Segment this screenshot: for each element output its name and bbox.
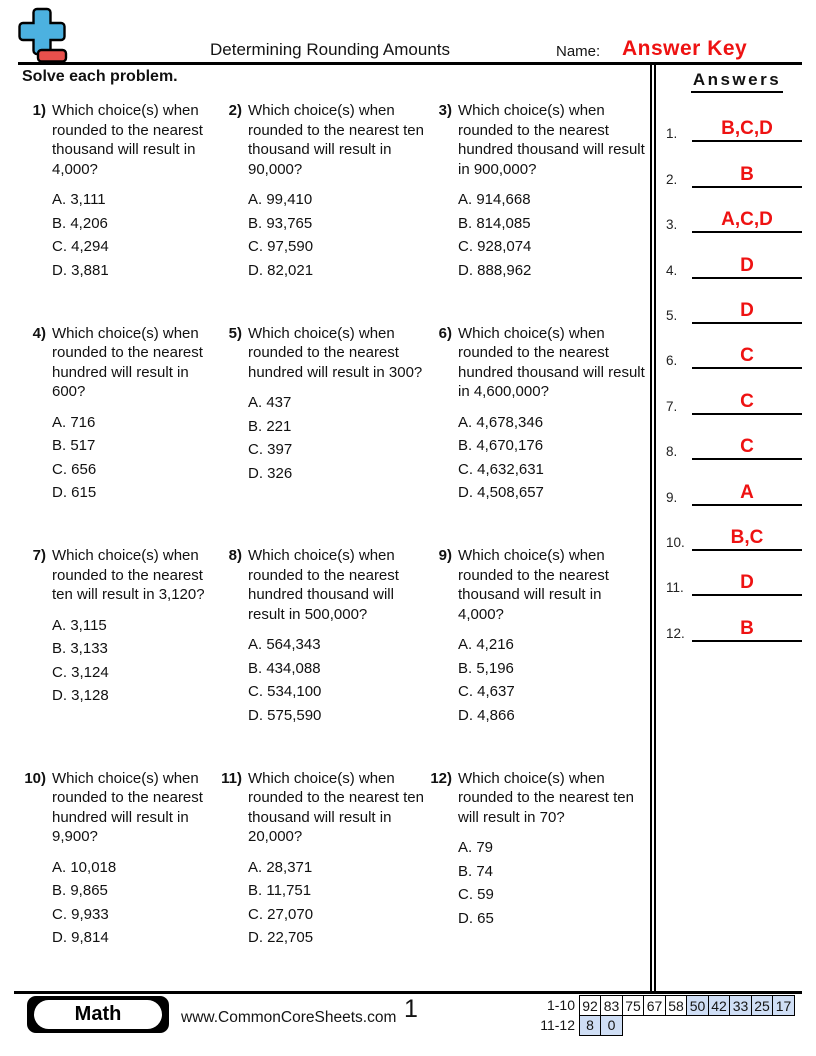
answer-number: 4.: [666, 262, 678, 278]
score-table: [522, 995, 795, 1036]
problem-body: [458, 324, 646, 505]
answer-key-label: Answer Key: [622, 37, 748, 60]
problem-question: Which choice(s) when rounded to the nearest ten thousand will result in 20,000?: [248, 769, 424, 845]
problem-9: [428, 546, 646, 769]
choice-option: D. 4,866: [458, 706, 515, 724]
answer-blank-line: [692, 345, 802, 369]
answer-number: 9.: [666, 489, 678, 505]
choice-option: B. 221: [248, 417, 292, 435]
choice-option: A. 4,678,346: [458, 413, 544, 431]
score-cell: 42: [708, 995, 731, 1016]
answer-item-7: [664, 369, 810, 414]
problem-choices: [248, 188, 428, 282]
choice-option: A. 28,371: [248, 858, 313, 876]
problem-question: Which choice(s) when rounded to the nearest hundred will result in 300?: [248, 324, 423, 381]
score-row-1: [522, 995, 795, 1016]
answer-item-4: [664, 233, 810, 278]
answer-blank-line: [692, 436, 802, 460]
subject-label: Math: [74, 1003, 122, 1025]
choice-option: C. 3,124: [52, 663, 109, 681]
choice-option: C. 97,590: [248, 238, 314, 256]
problem-body: [52, 101, 218, 282]
problem-body: [458, 101, 646, 282]
choice-option: A. 4,216: [458, 636, 514, 653]
choice-option: D. 326: [248, 464, 293, 482]
problem-7: [22, 546, 218, 769]
score-cell: 75: [622, 995, 645, 1016]
subject-pill: [34, 1000, 162, 1029]
problem-number: 12): [430, 769, 452, 787]
problem-choices: [248, 856, 428, 950]
problem-1: [22, 101, 218, 324]
choice-option: B. 517: [52, 437, 96, 455]
choice-option: A. 79: [458, 839, 494, 856]
problem-body: [248, 546, 428, 727]
answers-list: [664, 97, 810, 642]
choice-option: C. 4,637: [458, 683, 515, 701]
problem-choices: [248, 633, 428, 727]
problem-4: [22, 324, 218, 547]
answer-blank-line: [692, 209, 802, 233]
problem-body: [248, 769, 428, 950]
problem-11: [218, 769, 428, 992]
score-cell: 8: [579, 1015, 602, 1036]
problem-question: Which choice(s) when rounded to the nearest hundred will result in 600?: [52, 324, 203, 400]
choice-option: A. 99,410: [248, 191, 313, 208]
problem-number: 6): [438, 324, 452, 342]
choice-option: A. 914,668: [458, 191, 531, 208]
choice-option: D. 9,814: [52, 929, 109, 947]
answer-item-9: [664, 460, 810, 505]
answer-value: B: [740, 617, 754, 639]
problem-question: Which choice(s) when rounded to the nearest thousand will result in 4,000?: [52, 102, 203, 178]
choice-option: C. 4,632,631: [458, 460, 544, 478]
problem-question: Which choice(s) when rounded to the nearest hundred thousand will result in 4,600,000?: [458, 324, 645, 400]
problem-number: 3): [438, 102, 452, 119]
answer-item-12: [664, 596, 810, 641]
score-cell: 25: [751, 995, 774, 1016]
problem-body: [52, 769, 218, 950]
problem-body: [458, 769, 646, 931]
choice-option: C. 4,294: [52, 238, 109, 256]
answer-value: B: [740, 163, 754, 185]
choice-option: A. 3,115: [52, 616, 107, 634]
answer-value: D: [740, 254, 754, 276]
problem-question: Which choice(s) when rounded to the nearest ten will result in 70?: [458, 769, 634, 826]
problem-question: Which choice(s) when rounded to the nearest ten thousand will result in 90,000?: [248, 102, 424, 178]
choice-option: C. 27,070: [248, 905, 314, 923]
choice-option: C. 9,933: [52, 905, 109, 923]
choice-option: D. 615: [52, 484, 97, 502]
choice-option: D. 4,508,657: [458, 484, 544, 502]
choice-option: D. 3,881: [52, 261, 109, 279]
choice-option: B. 4,670,176: [458, 437, 544, 455]
answer-item-11: [664, 551, 810, 596]
score-cell: 50: [686, 995, 709, 1016]
choice-option: B. 3,133: [52, 640, 108, 658]
problem-choices: [52, 188, 218, 282]
choice-option: C. 59: [458, 886, 494, 904]
problem-body: [248, 324, 428, 486]
choice-option: D. 82,021: [248, 261, 314, 279]
problem-question: Which choice(s) when rounded to the nearest ten will result in 3,120?: [52, 547, 205, 603]
problem-6: [428, 324, 646, 547]
footer-divider: [14, 991, 802, 994]
choice-option: D. 575,590: [248, 706, 322, 724]
choice-option: D. 65: [458, 909, 494, 927]
problem-2: [218, 101, 428, 324]
choice-option: C. 656: [52, 460, 97, 478]
answer-blank-line: [692, 118, 802, 142]
score-cell: 0: [600, 1015, 623, 1036]
problem-choices: [52, 411, 218, 505]
answer-blank-line: [692, 391, 802, 415]
problem-question: Which choice(s) when rounded to the nearest hundred will result in 9,900?: [52, 769, 203, 845]
choice-option: A. 716: [52, 413, 96, 431]
answer-blank-line: [692, 482, 802, 506]
score-range-label: 11-12: [540, 1016, 575, 1033]
answer-value: D: [740, 299, 754, 321]
problem-choices: [458, 188, 646, 282]
problem-choices: [52, 856, 218, 950]
problem-choices: [248, 391, 428, 485]
choice-option: A. 564,343: [248, 636, 321, 653]
choice-option: D. 3,128: [52, 687, 109, 705]
answer-blank-line: [692, 164, 802, 188]
problems-grid: [22, 101, 646, 991]
choice-option: C. 534,100: [248, 683, 322, 701]
choice-option: A. 10,018: [52, 858, 117, 876]
answer-value: C: [740, 345, 754, 367]
answer-blank-line: [692, 300, 802, 324]
choice-option: C. 397: [248, 441, 293, 459]
score-cell: 33: [729, 995, 752, 1016]
answer-number: 1.: [666, 126, 678, 142]
answers-panel: [650, 65, 810, 992]
choice-option: B. 11,751: [248, 882, 312, 900]
answer-value: B,C: [730, 526, 764, 548]
problem-choices: [458, 836, 646, 930]
score-row-2: [522, 1015, 795, 1036]
answer-number: 10.: [666, 534, 685, 550]
commoncoresheets-plus-minus-logo-icon: [18, 6, 68, 64]
score-cell: 92: [579, 995, 602, 1016]
problem-10: [22, 769, 218, 992]
problem-number: 10): [24, 769, 46, 787]
problem-body: [52, 324, 218, 505]
page-number: 1: [404, 995, 418, 1023]
subject-badge: [27, 996, 169, 1033]
answer-item-2: [664, 142, 810, 187]
answers-heading-wrap: [664, 70, 810, 93]
answer-number: 8.: [666, 444, 678, 460]
answer-number: 12.: [666, 625, 685, 641]
answer-value: C: [740, 390, 754, 412]
score-range-label: 1-10: [546, 997, 575, 1013]
answer-item-6: [664, 324, 810, 369]
choice-option: B. 9,865: [52, 882, 108, 900]
score-cell: 83: [600, 995, 623, 1016]
score-cell: 17: [772, 995, 795, 1016]
answer-blank-line: [692, 572, 802, 596]
problem-5: [218, 324, 428, 547]
answer-item-3: [664, 188, 810, 233]
answer-item-5: [664, 279, 810, 324]
answers-heading: Answers: [691, 70, 783, 93]
choice-option: B. 93,765: [248, 214, 313, 232]
problem-number: 11): [221, 769, 242, 787]
answer-value: A: [740, 481, 754, 503]
problem-number: 4): [32, 324, 46, 342]
problem-question: Which choice(s) when rounded to the nearest thousand will result in 4,000?: [458, 547, 609, 623]
choice-option: A. 3,111: [52, 191, 106, 208]
answer-item-10: [664, 506, 810, 551]
choice-option: B. 74: [458, 862, 494, 880]
answer-value: B,C,D: [721, 118, 773, 140]
worksheet-title: Determining Rounding Amounts: [209, 40, 451, 59]
problem-question: Which choice(s) when rounded to the nearest hundred thousand will result in 500,000?: [248, 547, 399, 623]
answer-value: D: [740, 572, 754, 594]
instructions-text: Solve each problem.: [22, 68, 178, 85]
website-url: www.CommonCoreSheets.com: [181, 1009, 397, 1026]
answer-number: 5.: [666, 307, 678, 323]
score-cell: 67: [643, 995, 666, 1016]
choice-option: D. 888,962: [458, 261, 532, 279]
answer-value: A,C,D: [721, 209, 773, 231]
answer-number: 2.: [666, 171, 678, 187]
answer-number: 7.: [666, 398, 678, 414]
choice-option: A. 437: [248, 394, 292, 411]
problem-body: [248, 101, 428, 282]
score-cell: 58: [665, 995, 688, 1016]
choice-option: B. 814,085: [458, 214, 531, 232]
answer-item-8: [664, 415, 810, 460]
problem-8: [218, 546, 428, 769]
problem-number: 1): [32, 102, 46, 119]
answer-number: 11.: [666, 580, 684, 596]
answer-number: 3.: [666, 217, 678, 233]
answer-blank-line: [692, 618, 802, 642]
choice-option: B. 4,206: [52, 214, 108, 232]
name-label: Name:: [556, 43, 601, 60]
answer-number: 6.: [666, 353, 678, 369]
answer-blank-line: [692, 527, 802, 551]
problem-12: [428, 769, 646, 992]
problem-body: [458, 546, 646, 727]
problem-choices: [458, 633, 646, 727]
problem-question: Which choice(s) when rounded to the nearest hundred thousand will result in 900,000?: [458, 102, 645, 178]
choice-option: B. 5,196: [458, 659, 514, 677]
choice-option: D. 22,705: [248, 929, 314, 947]
problem-number: 7): [32, 547, 46, 564]
answer-item-1: [664, 97, 810, 142]
answer-value: C: [740, 436, 754, 458]
problem-number: 8): [228, 547, 242, 564]
problem-body: [52, 546, 218, 708]
problem-number: 5): [228, 324, 242, 342]
choice-option: B. 434,088: [248, 659, 321, 677]
problem-choices: [52, 614, 218, 708]
answer-blank-line: [692, 255, 802, 279]
problem-number: 2): [228, 102, 242, 119]
problem-number: 9): [438, 547, 452, 564]
problem-3: [428, 101, 646, 324]
problem-choices: [458, 411, 646, 505]
choice-option: C. 928,074: [458, 238, 532, 256]
